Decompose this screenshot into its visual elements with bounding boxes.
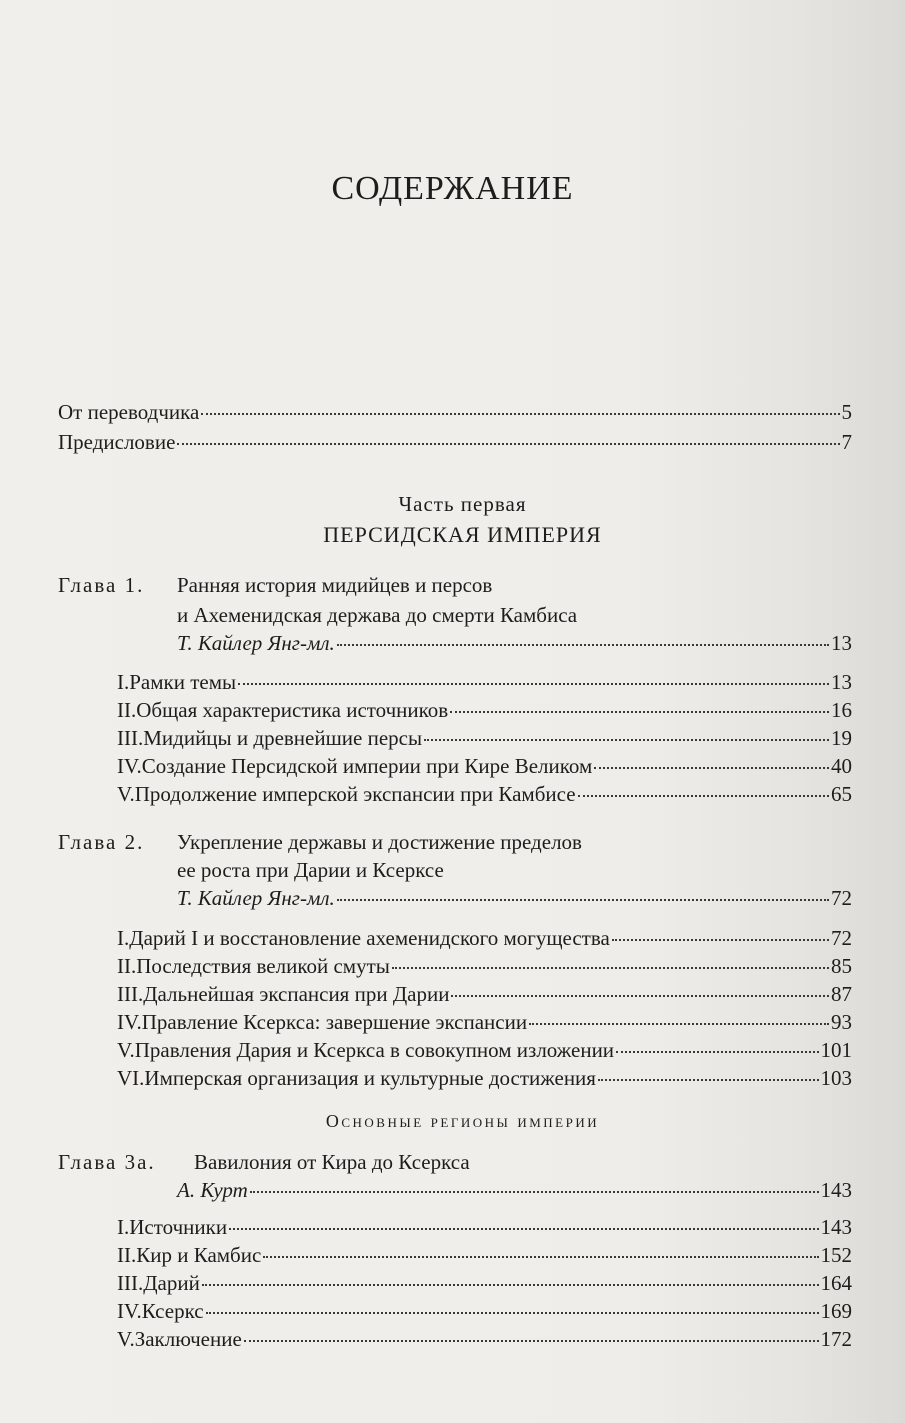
- leader-dots: [616, 1051, 818, 1053]
- chapter-author-row[interactable]: [177, 1178, 852, 1202]
- chapter-title-line[interactable]: и Ахеменидская держава до смерти Камбиса: [177, 603, 578, 627]
- toc-section-title: IV.Правление Ксеркса: завершение экспансии: [117, 1010, 528, 1034]
- toc-section-title: V.Продолжение имперской экспансии при Камбисе: [117, 782, 576, 806]
- chapter-page: 72: [831, 886, 852, 910]
- toc-entry-title: От переводчика: [58, 400, 200, 424]
- section-heading: Основные регионы империи: [325, 1111, 600, 1131]
- toc-entry-title: Предисловие: [58, 430, 176, 454]
- toc-section-page: 72: [831, 926, 852, 950]
- chapter-page: 13: [831, 631, 852, 655]
- chapter-author: Т. Кайлер Янг-мл.: [177, 631, 335, 655]
- toc-section-title: III.Мидийцы и древнейшие персы: [117, 726, 423, 750]
- toc-section[interactable]: [117, 754, 852, 778]
- toc-section[interactable]: [117, 670, 852, 694]
- leader-dots: [450, 711, 829, 713]
- toc-section[interactable]: [117, 782, 852, 806]
- toc-section-page: 87: [831, 982, 852, 1006]
- toc-section-title: I.Источники: [117, 1215, 228, 1239]
- toc-section-page: 101: [820, 1038, 852, 1062]
- leader-dots: [238, 683, 829, 685]
- toc-section[interactable]: [117, 1010, 852, 1034]
- toc-section-title: III.Дарий: [117, 1271, 200, 1295]
- leader-dots: [424, 739, 829, 741]
- toc-section[interactable]: [117, 1038, 852, 1062]
- toc-section[interactable]: [117, 1271, 852, 1295]
- leader-dots: [337, 644, 829, 646]
- toc-section-title: III.Дальнейшая экспансия при Дарии: [117, 982, 450, 1006]
- leader-dots: [578, 795, 829, 797]
- toc-section[interactable]: [117, 982, 852, 1006]
- toc-entry[interactable]: [58, 430, 852, 454]
- leader-dots: [177, 443, 839, 445]
- toc-section-title: IV.Ксеркс: [117, 1299, 204, 1323]
- toc-section[interactable]: [117, 726, 852, 750]
- toc-section-page: 13: [831, 670, 852, 694]
- toc-section[interactable]: [117, 954, 852, 978]
- toc-section[interactable]: [117, 1215, 852, 1239]
- leader-dots: [392, 967, 829, 969]
- toc-section-title: II.Общая характеристика источников: [117, 698, 449, 722]
- leader-dots: [206, 1312, 819, 1314]
- toc-section-title: V.Заключение: [117, 1327, 242, 1351]
- toc-section[interactable]: [117, 1066, 852, 1090]
- toc-section-title: IV.Создание Персидской империи при Кире Великом: [117, 754, 593, 778]
- toc-section-page: 65: [831, 782, 852, 806]
- toc-section-title: II.Последствия великой смуты: [117, 954, 390, 978]
- toc-section[interactable]: [117, 1299, 852, 1323]
- toc-section[interactable]: [117, 1327, 852, 1351]
- toc-section[interactable]: [117, 698, 852, 722]
- chapter-label: Глава 2.: [58, 830, 145, 854]
- leader-dots: [244, 1340, 819, 1342]
- toc-section-page: 172: [820, 1327, 852, 1351]
- toc-section[interactable]: [117, 926, 852, 950]
- leader-dots: [250, 1191, 819, 1193]
- leader-dots: [529, 1023, 829, 1025]
- toc-section-page: 40: [831, 754, 852, 778]
- chapter-page: 143: [820, 1178, 852, 1202]
- toc-section-title: V.Правления Дария и Ксеркса в совокупном изложении: [117, 1038, 615, 1062]
- toc-section-page: 19: [831, 726, 852, 750]
- leader-dots: [229, 1228, 818, 1230]
- toc-entry-page: 7: [841, 430, 852, 454]
- toc-entry[interactable]: [58, 400, 852, 424]
- toc-section-page: 85: [831, 954, 852, 978]
- toc-section[interactable]: [117, 1243, 852, 1267]
- toc-section-page: 169: [820, 1299, 852, 1323]
- chapter-title-line[interactable]: Укрепление державы и достижение пределов: [177, 830, 582, 854]
- chapter-label: Глава 3а.: [58, 1150, 156, 1174]
- part-label: Часть первая: [398, 492, 527, 516]
- page-title: СОДЕРЖАНИЕ: [331, 170, 574, 207]
- chapter-author-row[interactable]: [177, 886, 852, 910]
- chapter-title-line[interactable]: Ранняя история мидийцев и персов: [177, 573, 493, 597]
- leader-dots: [612, 939, 829, 941]
- toc-section-page: 16: [831, 698, 852, 722]
- toc-section-title: I.Рамки темы: [117, 670, 237, 694]
- toc-section-page: 143: [820, 1215, 852, 1239]
- chapter-author-row[interactable]: [177, 631, 852, 655]
- toc-section-title: VI.Имперская организация и культурные достижения: [117, 1066, 596, 1090]
- leader-dots: [263, 1256, 818, 1258]
- toc-entry-page: 5: [841, 400, 852, 424]
- chapter-title-line[interactable]: Вавилония от Кира до Ксеркса: [194, 1150, 470, 1174]
- toc-section-page: 152: [820, 1243, 852, 1267]
- chapter-title-line[interactable]: ее роста при Дарии и Ксерксе: [177, 858, 444, 882]
- chapter-label: Глава 1.: [58, 573, 145, 597]
- leader-dots: [337, 899, 829, 901]
- part-title: ПЕРСИДСКАЯ ИМПЕРИЯ: [323, 522, 602, 547]
- toc-section-title: II.Кир и Камбис: [117, 1243, 262, 1267]
- leader-dots: [598, 1079, 819, 1081]
- leader-dots: [201, 413, 839, 415]
- toc-section-title: I.Дарий I и восстановление ахеменидского могущества: [117, 926, 610, 950]
- leader-dots: [202, 1284, 819, 1286]
- leader-dots: [594, 767, 829, 769]
- chapter-author: А. Курт: [177, 1178, 248, 1202]
- leader-dots: [451, 995, 829, 997]
- toc-section-page: 164: [820, 1271, 852, 1295]
- toc-section-page: 103: [820, 1066, 852, 1090]
- chapter-author: Т. Кайлер Янг-мл.: [177, 886, 335, 910]
- toc-section-page: 93: [831, 1010, 852, 1034]
